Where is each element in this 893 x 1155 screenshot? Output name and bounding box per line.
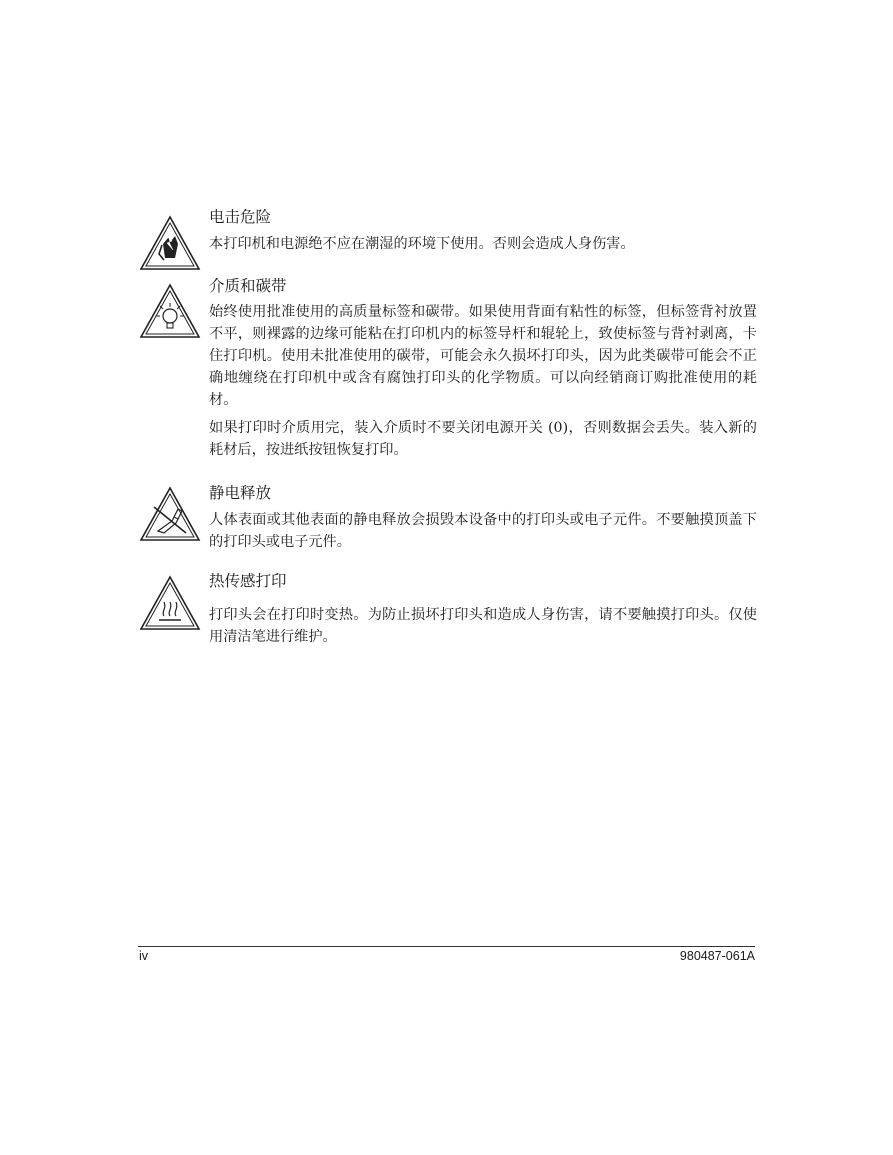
page-number: iv — [139, 949, 149, 963]
section-title: 静电释放 — [209, 484, 272, 502]
section-paragraph: 如果打印时介质用完，装入介质时不要关闭电源开关 (0)，否则数据会丢失。装入新的耗材后，按进纸按钮恢复打印。 — [209, 420, 757, 458]
section-title: 电击危险 — [209, 208, 272, 226]
electric-shock-warning-icon — [138, 214, 202, 272]
section-paragraph: 人体表面或其他表面的静电释放会损毁本设备中的打印头或电子元件。不要触摸顶盖下的打印头或电子元件。 — [209, 512, 757, 550]
section-title: 热传感打印 — [209, 572, 287, 590]
section-paragraph: 打印头会在打印时变热。为防止损坏打印头和造成人身伤害，请不要触摸打印头。仅使用清洁笔进行维护。 — [209, 607, 757, 645]
hot-surface-icon — [138, 574, 202, 632]
section-title: 介质和碳带 — [209, 277, 287, 295]
lightbulb-caution-icon — [138, 282, 202, 340]
electrostatic-discharge-icon — [138, 485, 202, 543]
section-paragraph: 始终使用批准使用的高质量标签和碳带。如果使用背面有粘性的标签，但标签背衬放置不平，则裸露的边缘可能粘在打印机内的标签导杆和辊轮上，致使标签与背衬剥离，卡住打印机。使用未批准使用的碳带，可能会永久损坏打印头，因为此类碳带可能会不正确地缠绕在打印机中或含有腐蚀打印头的化学物质。可以向经销商订购批准使用的耗材。 — [209, 304, 757, 408]
document-number: 980487-061A — [679, 949, 755, 963]
section-paragraph: 本打印机和电源绝不应在潮湿的环境下使用。否则会造成人身伤害。 — [209, 236, 635, 252]
footer-divider — [138, 946, 755, 947]
